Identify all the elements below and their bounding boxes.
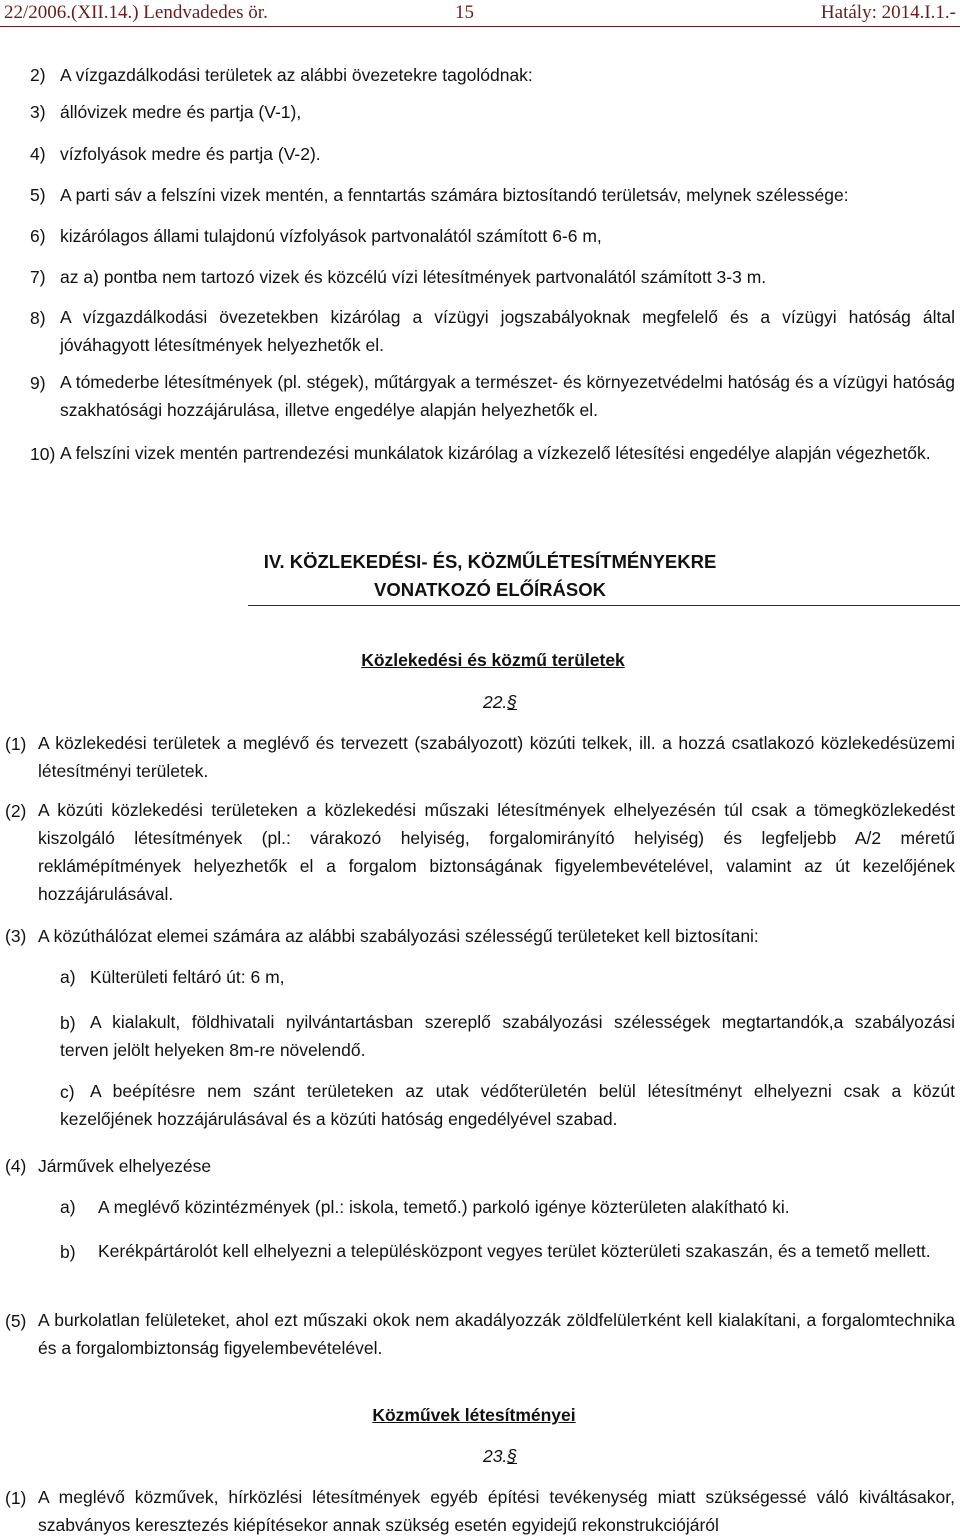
chapter-divider (248, 605, 960, 606)
section-title-text: Közművek létesítményei (372, 1405, 576, 1425)
section-22-title: Közlekedési és közmű területek (361, 650, 625, 670)
paragraph-number: 22. (482, 692, 508, 712)
list-item-number: 7) (30, 267, 46, 287)
section-23-title (0, 1403, 960, 1427)
sub-item-text: A kialakult, földhivatali nyilvántartásban szereplő szabályozási szélességek megtartandók,a szabályozási terven jelölt helyeken 8m-re növelendő. (60, 1012, 955, 1060)
list-item-text: A felszíni vizek mentén partrendezési munkálatok kizárólag a vízkezelő létesítési engedélye alapján végezhetők. (60, 443, 931, 463)
paragraph-text: A meglévő közművek, hírközlési létesítmények egyéb építési tevékenység miatt szükségessé váló kiváltásakor, szabványos keresztezés kiépítésekor annak szükség esetén egyidejű rekonstrukciójáról (38, 1487, 955, 1535)
paragraph-text: Járművek elhelyezése (38, 1156, 212, 1176)
paragraph-text: A közúthálózat elemei számára az alábbi szabályozási szélességű területeket kell biztosítani: (38, 926, 759, 946)
list-item-number: 4) (30, 144, 46, 164)
list-item-number: 5) (30, 185, 46, 205)
list-item-text: A vízgazdálkodási területek az alábbi övezetekre tagolódnak: (60, 65, 533, 85)
section-22-number (20, 690, 960, 714)
paragraph-number: (5) (5, 1311, 27, 1331)
section-sign: § (507, 1446, 518, 1466)
sub-item-number: a) (60, 967, 76, 987)
list-item-text: A parti sáv a felszíni vizek mentén, a fenntartás számára biztosítandó területsáv, melynek szélessége: (60, 185, 849, 205)
sub-item-text: Külterületi feltáró út: 6 m, (90, 967, 285, 987)
header-regulation-id: 22/2006.(XII.14.) Lendvadedes ör. (4, 2, 268, 23)
header-page-number: 15 (455, 2, 474, 23)
list-item-number: 8) (30, 308, 46, 328)
paragraph-number: (1) (5, 1488, 27, 1508)
paragraph-text: A burkolatlan felületeket, ahol ezt műszaki okok nem akadályozzák zöldfelülетként kell kialakítani, a forgalomtechnika és a forgalombiztonság figyelembevételével. (38, 1310, 955, 1358)
sub-item-text: Kerékpártárolót kell elhelyezni a településközpont vegyes terület közterületi szakaszán, és a temető mellett. (98, 1241, 931, 1261)
list-item-number: 10) (30, 444, 56, 464)
sub-item-number: b) (60, 1013, 76, 1033)
sub-item-text: A beépítésre nem szánt területeken az utak védőterületén belül létesítményt elhelyezni csak a közút kezelőjének hozzájárulásával és a közúti hatóság engedélyével szabad. (60, 1081, 955, 1129)
paragraph-number: (2) (5, 801, 27, 821)
list-item-text: az a) pontba nem tartozó vizek és közcélú vízi létesítmények partvonalától számított 3-3 m. (60, 267, 767, 287)
page-header (0, 0, 960, 27)
paragraph-text: A közlekedési területek a meglévő és tervezett (szabályozott) közúti telkek, ill. a hozzá csatlakozó közlekedésüzemi létesítményi területek. (38, 733, 955, 781)
section-sign: § (507, 692, 518, 712)
list-item-number: 2) (30, 65, 46, 85)
list-item-text: A tómederbe létesítmények (pl. stégek), műtárgyak a természet- és környezetvédelmi hatóság és a vízügyi hatóság szakhatósági hozzájárulása, illetve engedélye alapján helyezhetők el. (60, 372, 955, 420)
paragraph-number: (4) (5, 1156, 27, 1176)
sub-item-text: A meglévő közintézmények (pl.: iskola, temető.) parkoló igénye közterületen alakítható ki. (98, 1197, 790, 1217)
list-item-number: 6) (30, 226, 46, 246)
paragraph-number: (1) (5, 734, 27, 754)
list-item-text: vízfolyások medre és partja (V-2). (60, 144, 321, 164)
list-item-text: állóvizek medre és partja (V-1), (60, 102, 302, 122)
sub-item-number: c) (60, 1082, 75, 1102)
sub-item-number: a) (60, 1197, 76, 1217)
paragraph-number: 23. (482, 1446, 508, 1466)
chapter-title-line1: IV. KÖZLEKEDÉSI- ÉS, KÖZMŰLÉTESÍTMÉNYEKRE (263, 551, 717, 572)
list-item-number: 9) (30, 373, 46, 393)
list-item-text: A vízgazdálkodási övezetekben kizárólag a vízügyi jogszabályoknak megfelelő és a vízügyi hatóság által jóváhagyott létesítmények helyezhetők el. (60, 307, 955, 355)
sub-item-number: b) (60, 1242, 76, 1262)
paragraph-number: (3) (5, 926, 27, 946)
header-effective-date: Hatály: 2014.I.1.- (820, 2, 956, 23)
paragraph-text: A közúti közlekedési területeken a közlekedési műszaki létesítmények elhelyezésén túl csak a tömegközlekedést kiszolgáló létesítmények (pl.: várakozó helyiség, forgalomirányító helyiség) és legfeljebb A/2 méretű reklámépítmények helyezhetők el a forgalom biztonságának figyelembevételével, valamint az út kezelőjének hozzájárulásával. (38, 800, 955, 904)
list-item-text: kizárólagos állami tulajdonú vízfolyások partvonalától számított 6-6 m, (60, 226, 602, 246)
list-item-number: 3) (30, 102, 46, 122)
chapter-title-line2: VONATKOZÓ ELŐÍRÁSOK (374, 579, 606, 600)
section-23-number (20, 1444, 960, 1468)
